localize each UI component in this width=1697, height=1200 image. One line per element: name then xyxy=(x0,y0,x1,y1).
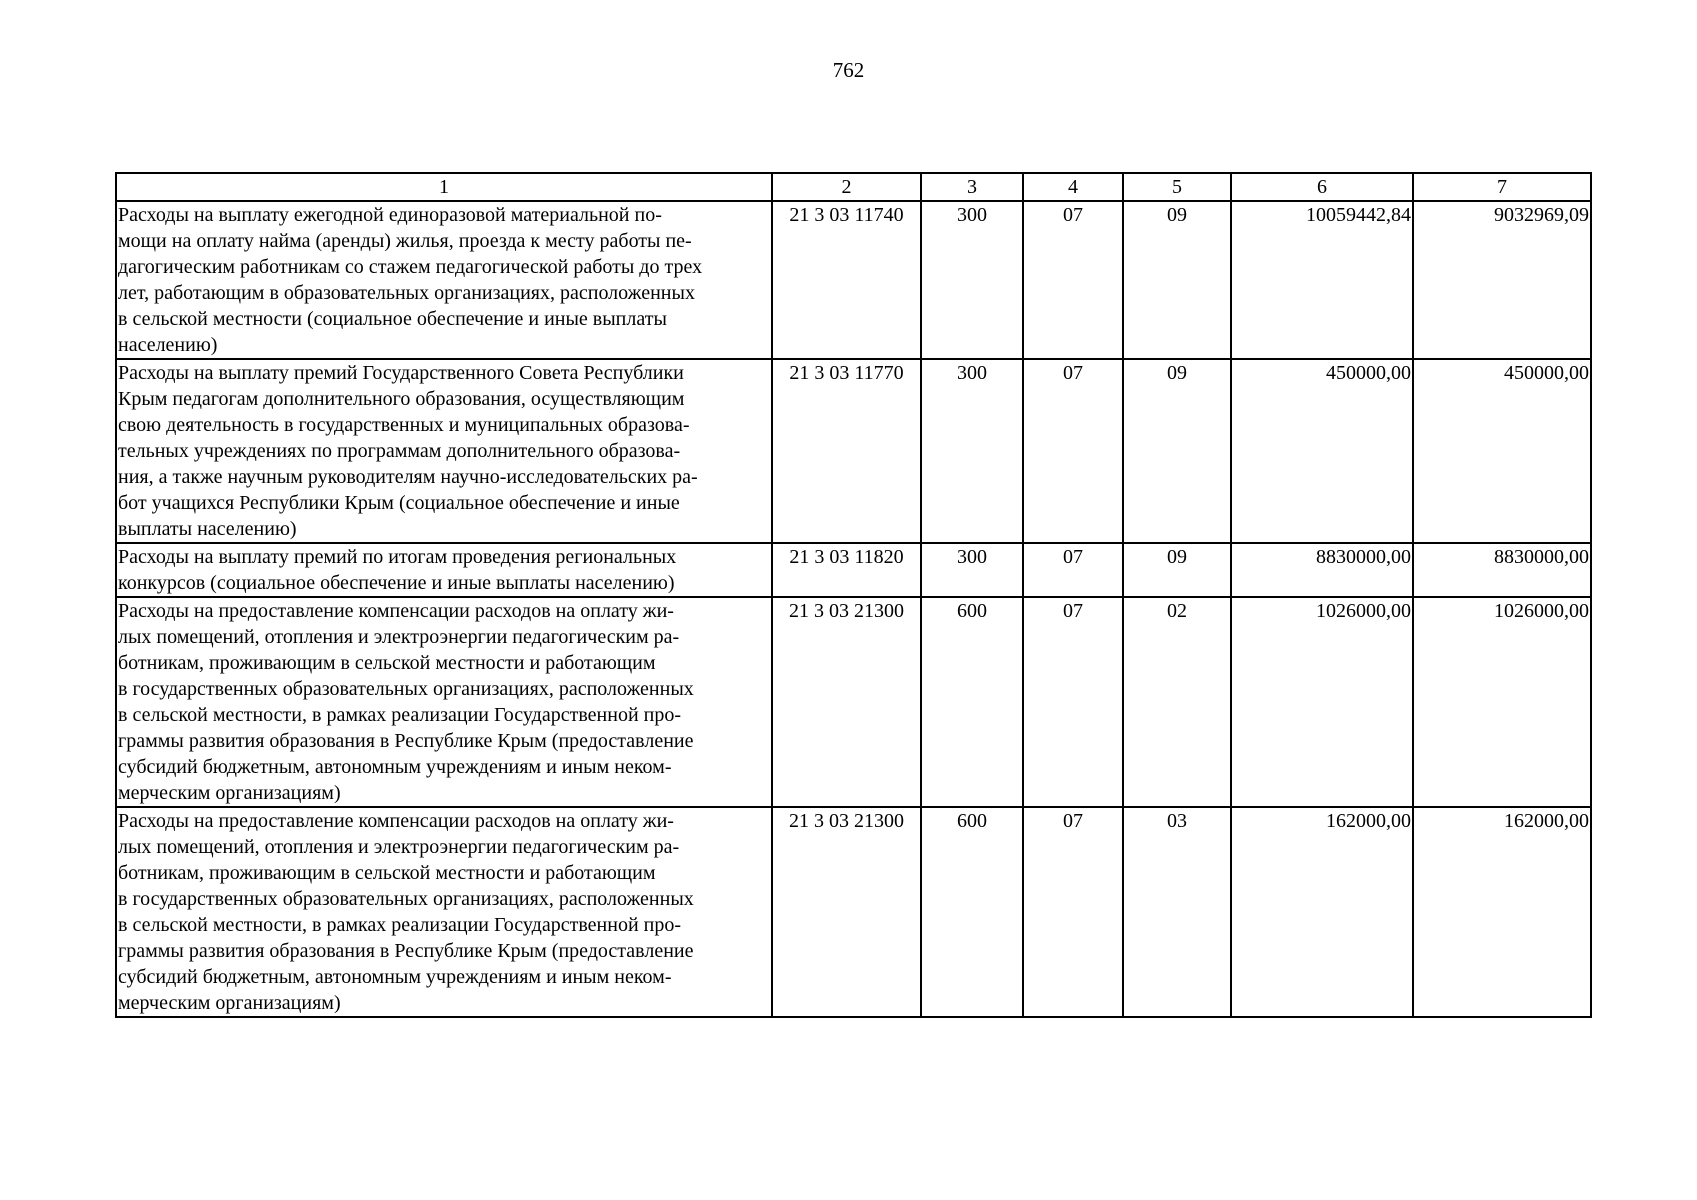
description-line: ботникам, проживающим в сельской местности и работающим xyxy=(118,652,656,674)
description-line: в сельской местности (социальное обеспечение и иные выплаты xyxy=(118,308,667,330)
target-article-code: 21 3 03 21300 xyxy=(772,807,921,1017)
description-line: субсидий бюджетным, автономным учреждениям и иным неком- xyxy=(118,756,672,778)
section-code: 07 xyxy=(1023,201,1123,359)
section-code: 07 xyxy=(1023,359,1123,543)
description-line: мощи на оплату найма (аренды) жилья, проезда к месту работы пе- xyxy=(118,230,692,252)
table-row xyxy=(116,201,1591,359)
column-header: 6 xyxy=(1231,173,1413,201)
budget-table xyxy=(115,172,1592,1018)
column-header: 3 xyxy=(921,173,1023,201)
expense-description xyxy=(116,543,772,597)
table-row xyxy=(116,807,1591,1017)
description-line: Крым педагогам дополнительного образования, осуществляющим xyxy=(118,388,685,410)
description-line: граммы развития образования в Республике Крым (предоставление xyxy=(118,730,694,752)
expense-type-code: 600 xyxy=(921,597,1023,807)
amount-column-7: 9032969,09 xyxy=(1413,201,1591,359)
description-line: субсидий бюджетным, автономным учреждениям и иным неком- xyxy=(118,966,672,988)
subsection-code: 09 xyxy=(1123,201,1231,359)
description-line: в государственных образовательных организациях, расположенных xyxy=(118,888,694,910)
amount-column-7: 8830000,00 xyxy=(1413,543,1591,597)
description-line: лых помещений, отопления и электроэнергии педагогическим ра- xyxy=(118,626,680,648)
description-line: мерческим организациям) xyxy=(118,992,341,1014)
subsection-code: 09 xyxy=(1123,359,1231,543)
expense-description xyxy=(116,597,772,807)
amount-column-6: 1026000,00 xyxy=(1231,597,1413,807)
description-line: Расходы на выплату ежегодной единоразовой материальной по- xyxy=(118,204,662,226)
expense-type-code: 600 xyxy=(921,807,1023,1017)
description-line: свою деятельность в государственных и муниципальных образова- xyxy=(118,414,690,436)
description-line: ния, а также научным руководителям научно-исследовательских ра- xyxy=(118,466,698,488)
amount-column-7: 450000,00 xyxy=(1413,359,1591,543)
description-line: дагогическим работникам со стажем педагогической работы до трех xyxy=(118,256,703,278)
target-article-code: 21 3 03 11740 xyxy=(772,201,921,359)
page-number: 762 xyxy=(832,58,865,82)
table-row xyxy=(116,359,1591,543)
description-line: ботникам, проживающим в сельской местности и работающим xyxy=(118,862,656,884)
amount-column-6: 162000,00 xyxy=(1231,807,1413,1017)
amount-column-7: 162000,00 xyxy=(1413,807,1591,1017)
description-line: граммы развития образования в Республике Крым (предоставление xyxy=(118,940,694,962)
description-line: лет, работающим в образовательных организациях, расположенных xyxy=(118,282,695,304)
expense-type-code: 300 xyxy=(921,543,1023,597)
description-line: тельных учреждениях по программам дополнительного образова- xyxy=(118,440,681,462)
amount-column-6: 8830000,00 xyxy=(1231,543,1413,597)
description-line: мерческим организациям) xyxy=(118,782,341,804)
subsection-code: 09 xyxy=(1123,543,1231,597)
description-line: населению) xyxy=(118,334,218,356)
section-code: 07 xyxy=(1023,597,1123,807)
description-line: выплаты населению) xyxy=(118,518,297,540)
column-header: 1 xyxy=(116,173,772,201)
subsection-code: 03 xyxy=(1123,807,1231,1017)
description-line: Расходы на предоставление компенсации расходов на оплату жи- xyxy=(118,810,674,832)
target-article-code: 21 3 03 11820 xyxy=(772,543,921,597)
expense-description xyxy=(116,359,772,543)
description-line: бот учащихся Республики Крым (социальное обеспечение и иные xyxy=(118,492,680,514)
description-line: в сельской местности, в рамках реализации Государственной про- xyxy=(118,704,682,726)
subsection-code: 02 xyxy=(1123,597,1231,807)
column-header: 7 xyxy=(1413,173,1591,201)
expense-description xyxy=(116,201,772,359)
section-code: 07 xyxy=(1023,807,1123,1017)
description-line: лых помещений, отопления и электроэнергии педагогическим ра- xyxy=(118,836,680,858)
expense-description xyxy=(116,807,772,1017)
target-article-code: 21 3 03 11770 xyxy=(772,359,921,543)
table-row xyxy=(116,597,1591,807)
description-line: Расходы на выплату премий Государственного Совета Республики xyxy=(118,362,684,384)
table-row xyxy=(116,543,1591,597)
expense-type-code: 300 xyxy=(921,201,1023,359)
expense-type-code: 300 xyxy=(921,359,1023,543)
column-header: 5 xyxy=(1123,173,1231,201)
table-header-row xyxy=(116,173,1591,201)
amount-column-6: 10059442,84 xyxy=(1231,201,1413,359)
description-line: в государственных образовательных организациях, расположенных xyxy=(118,678,694,700)
description-line: конкурсов (социальное обеспечение и иные выплаты населению) xyxy=(118,572,675,594)
description-line: Расходы на предоставление компенсации расходов на оплату жи- xyxy=(118,600,674,622)
amount-column-6: 450000,00 xyxy=(1231,359,1413,543)
target-article-code: 21 3 03 21300 xyxy=(772,597,921,807)
section-code: 07 xyxy=(1023,543,1123,597)
description-line: Расходы на выплату премий по итогам проведения региональных xyxy=(118,546,677,568)
column-header: 2 xyxy=(772,173,921,201)
amount-column-7: 1026000,00 xyxy=(1413,597,1591,807)
description-line: в сельской местности, в рамках реализации Государственной про- xyxy=(118,914,682,936)
column-header: 4 xyxy=(1023,173,1123,201)
